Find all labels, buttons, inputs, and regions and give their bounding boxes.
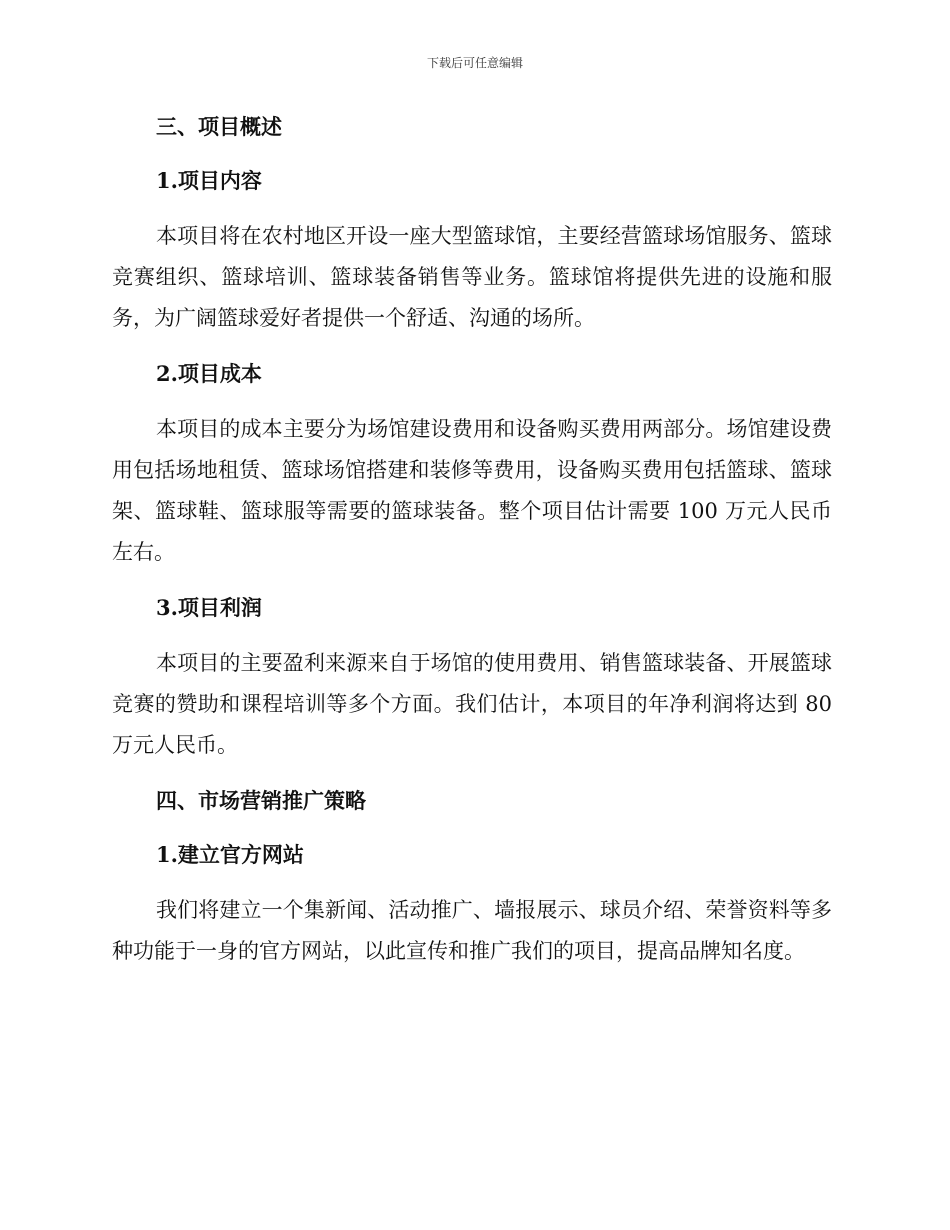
paragraph-cost: 本项目的成本主要分为场馆建设费用和设备购买费用两部分。场馆建设费用包括场地租赁、篮球场馆搭建和装修等费用，设备购买费用包括篮球、篮球架、篮球鞋、篮球服等需要的篮球装备。整个项目估计需要 100 万元人民币左右。	[112, 417, 832, 564]
paragraph-website: 我们将建立一个集新闻、活动推广、墙报展示、球员介绍、荣誉资料等多种功能于一身的官方网站，以此宣传和推广我们的项目，提高品牌知名度。	[112, 898, 832, 963]
subsection-title-content: 1.项目内容	[156, 168, 262, 193]
document-body	[112, 110, 832, 972]
subsection-title-cost: 2.项目成本	[156, 361, 262, 386]
subsection-title-website: 1.建立官方网站	[156, 842, 304, 867]
paragraph-profit: 本项目的主要盈利来源来自于场馆的使用费用、销售篮球装备、开展篮球竞赛的赞助和课程培训等多个方面。我们估计，本项目的年净利润将达到 80 万元人民币。	[112, 651, 832, 757]
subsection-title-profit: 3.项目利润	[156, 595, 262, 620]
section-title-overview: 三、项目概述	[156, 114, 282, 139]
section-title-marketing: 四、市场营销推广策略	[156, 788, 366, 813]
paragraph-content: 本项目将在农村地区开设一座大型篮球馆，主要经营篮球场馆服务、篮球竞赛组织、篮球培训、篮球装备销售等业务。篮球馆将提供先进的设施和服务，为广阔篮球爱好者提供一个舒适、沟通的场所。	[112, 224, 832, 330]
header-note: 下载后可任意编辑	[426, 56, 523, 70]
